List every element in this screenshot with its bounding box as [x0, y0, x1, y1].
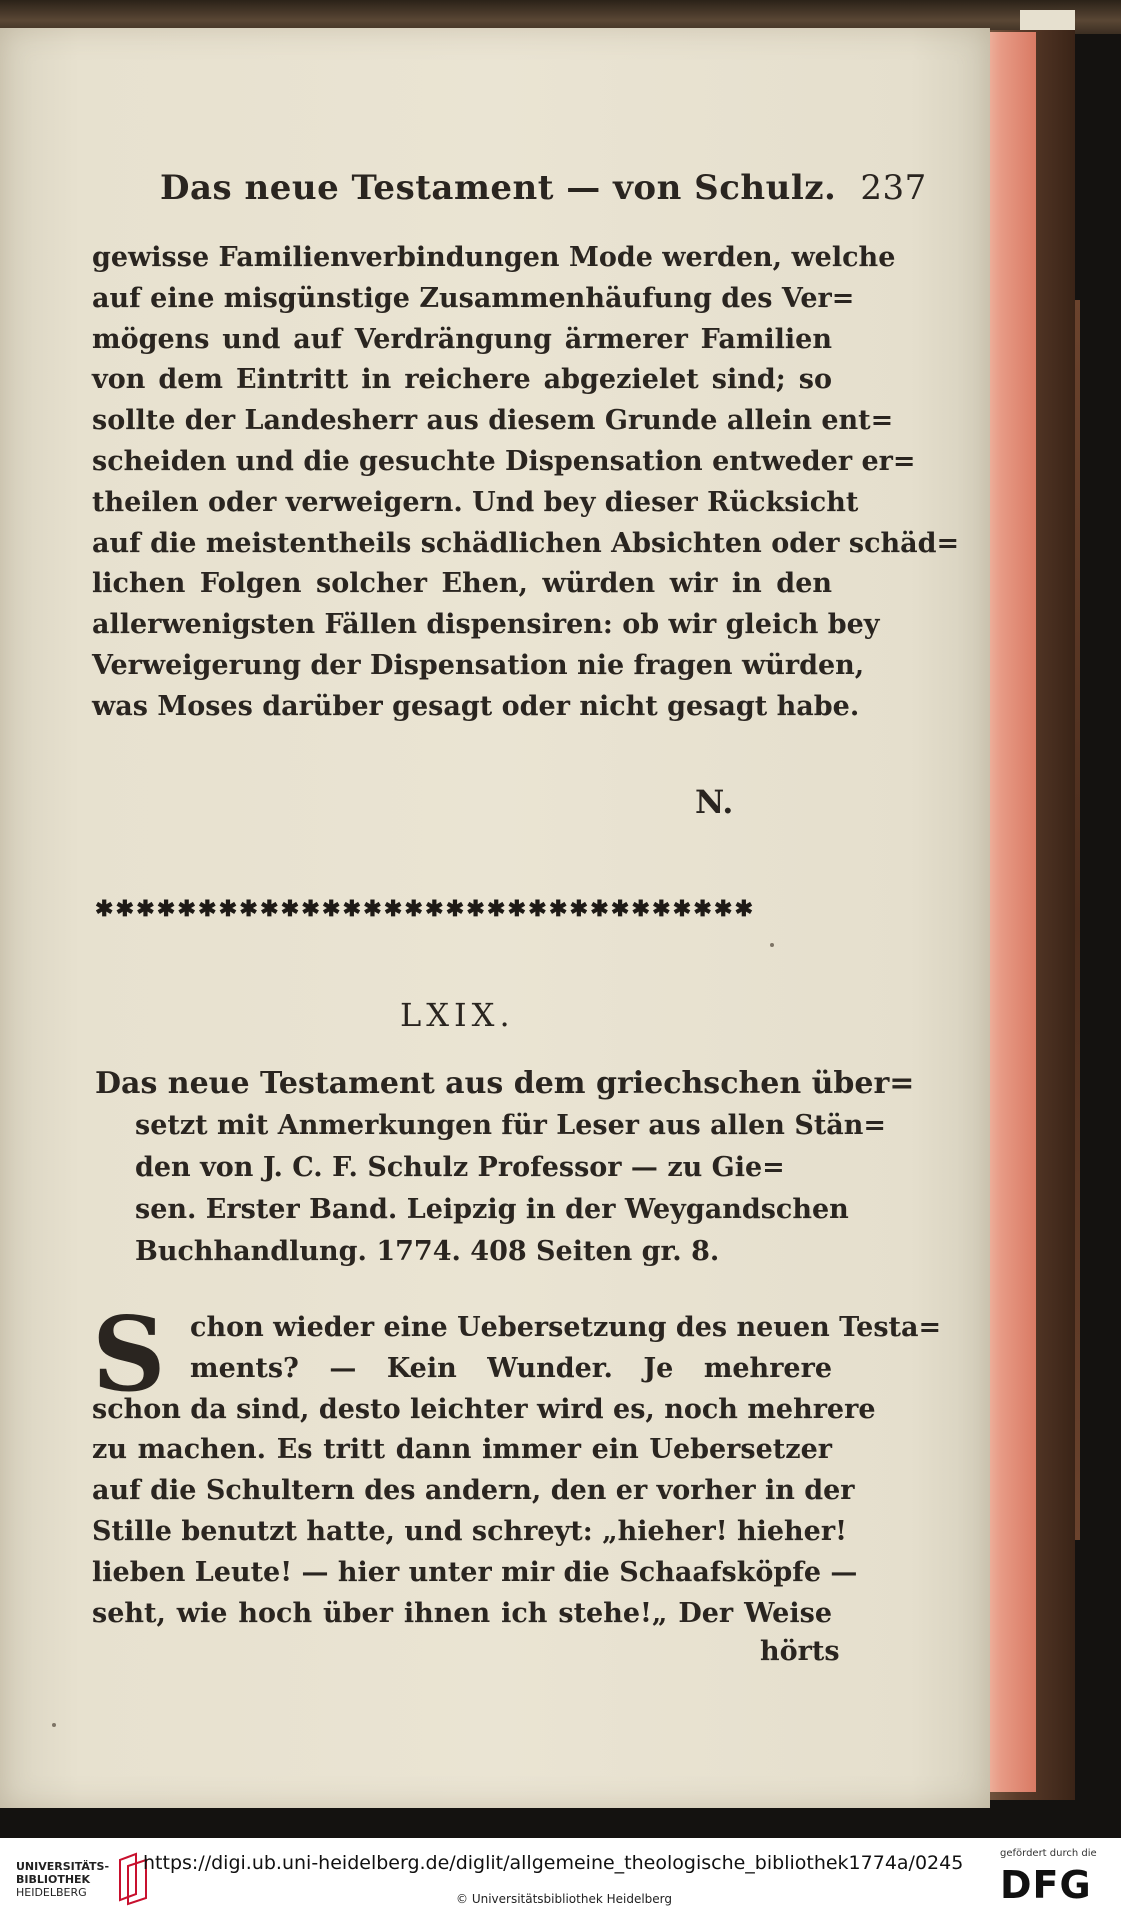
text-line: von dem Eintritt in reichere abgezielet sind; so	[92, 364, 832, 396]
title-line: sen. Erster Band. Leipzig in der Weygandschen	[135, 1194, 849, 1225]
text-line: scheiden und die gesuchte Dispensation entweder er=	[92, 445, 916, 477]
review-body	[92, 1308, 942, 1634]
paragraph-continued	[92, 238, 960, 728]
text-line: auf eine misgünstige Zusammenhäufung des Ver=	[92, 282, 855, 314]
text-line: mögens und auf Verdrängung ärmerer Familien	[92, 323, 832, 355]
catchword: hörts	[760, 1636, 840, 1667]
library-name	[16, 1860, 109, 1899]
text-line: Verweigerung der Dispensation nie fragen würden,	[92, 649, 865, 681]
title-line: Buchhandlung. 1774. 408 Seiten gr. 8.	[135, 1236, 720, 1267]
text-line: Stille benutzt hatte, und schreyt: „hieher! hieher!	[92, 1515, 847, 1547]
page-number: 237	[860, 168, 927, 208]
title-line: Das neue Testament aus dem griechschen über=	[95, 1066, 915, 1101]
text-line: gewisse Familienverbindungen Mode werden, welche	[92, 242, 896, 273]
text-line: zu machen. Es tritt dann immer ein Uebersetzer	[92, 1434, 832, 1466]
library-name-line: HEIDELBERG	[16, 1886, 87, 1899]
viewer-footer	[0, 1838, 1121, 1919]
library-name-line: BIBLIOTHEK	[16, 1873, 91, 1886]
title-line: den von J. C. F. Schulz Professor — zu Gie=	[135, 1152, 785, 1183]
text-line: schon da sind, desto leichter wird es, noch mehrere	[92, 1393, 876, 1425]
title-line: setzt mit Anmerkungen für Leser aus allen Stän=	[135, 1110, 887, 1141]
paper-speck	[770, 943, 774, 947]
funding-note: gefördert durch die	[1000, 1848, 1097, 1859]
running-head-title: Das neue Testament — von Schulz.	[160, 168, 837, 208]
text-line: theilen oder verweigern. Und bey dieser Rücksicht	[92, 486, 859, 518]
text-line: lichen Folgen solcher Ehen, würden wir in den	[92, 568, 832, 600]
text-line: lieben Leute! — hier unter mir die Schaafsköpfe —	[92, 1556, 858, 1588]
text-line: ments? — Kein Wunder. Je mehrere	[190, 1352, 832, 1384]
text-line: auf die meistentheils schädlichen Absichten oder schäd=	[92, 527, 960, 559]
ornament-rule: ✱✱✱✱✱✱✱✱✱✱✱✱✱✱✱✱✱✱✱✱✱✱✱✱✱✱✱✱✱✱✱✱	[95, 896, 756, 922]
copyright-notice: © Universitätsbibliothek Heidelberg	[456, 1892, 673, 1906]
drop-cap: S	[92, 1295, 166, 1415]
paper-speck	[52, 1723, 56, 1727]
text-line: chon wieder eine Uebersetzung des neuen Testa=	[190, 1312, 942, 1343]
text-line: seht, wie hoch über ihnen ich stehe!„ Der Weise	[92, 1597, 832, 1629]
text-line: auf die Schultern des andern, den er vorher in der	[92, 1475, 855, 1507]
text-line: was Moses darüber gesagt oder nicht gesagt habe.	[92, 690, 860, 722]
text-line: sollte der Landesherr aus diesem Grunde allein ent=	[92, 405, 894, 437]
section-numeral: LXIX.	[400, 996, 515, 1034]
library-name-line: UNIVERSITÄTS-	[16, 1860, 110, 1873]
text-line: allerwenigsten Fällen dispensiren: ob wir gleich bey	[92, 609, 880, 641]
running-head	[160, 168, 927, 208]
permalink-url[interactable]: https://digi.ub.uni-heidelberg.de/diglit/allgemeine_theologische_bibliothek1774a/0245	[143, 1852, 964, 1874]
book-page	[0, 28, 990, 1808]
dfg-logo: DFG	[1000, 1863, 1092, 1907]
author-signature: N.	[695, 783, 734, 821]
review-entry-title	[95, 1063, 915, 1273]
